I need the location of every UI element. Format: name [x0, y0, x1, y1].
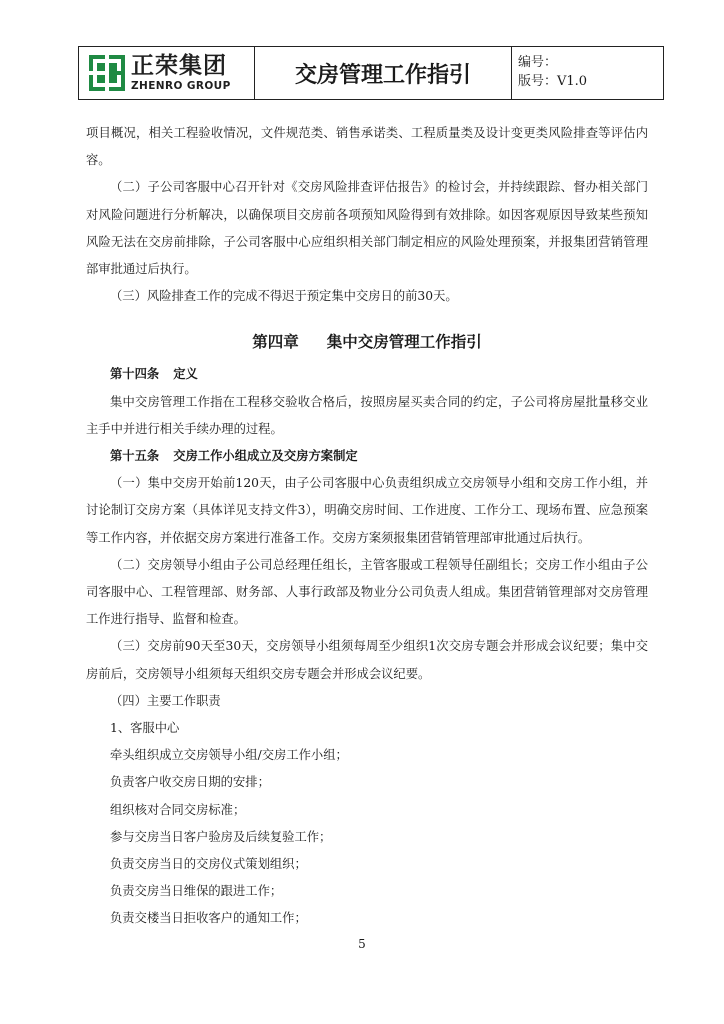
- paragraph: （三）交房前90天至30天，交房领导小组须每周至少组织1次交房专题会并形成会议纪要；集中交房前后，交房领导小组须每天组织交房专题会并形成会议纪要。: [86, 639, 648, 681]
- paragraph: （二）交房领导小组由子公司总经理任组长，主管客服或工程领导任副组长；交房工作小组由子公司客服中心、工程管理部、财务部、人事行政部及物业分公司负责人组成。集团营销管理部对交房管理工作进行指导、监督和检查。: [86, 557, 648, 627]
- version-label: 版号：: [518, 74, 558, 89]
- logo-cell: [79, 47, 255, 99]
- zhenro-logo-icon: [89, 55, 125, 91]
- duty-item: 牵头组织成立交房领导小组/交房工作小组；: [110, 748, 348, 763]
- version-value: V1.0: [557, 74, 588, 89]
- document-header: [78, 46, 664, 100]
- paragraph: （三）风险排查工作的完成不得迟于预定集中交房日的前30天。: [110, 289, 458, 304]
- document-title: 交房管理工作指引: [255, 47, 512, 99]
- duty-item: 负责交房当日维保的跟进工作；: [110, 884, 283, 899]
- number-row: [518, 53, 663, 72]
- article-number: 第十四条: [110, 367, 160, 382]
- article-heading: [86, 443, 648, 470]
- page-number: 5: [358, 937, 366, 951]
- article-heading: [86, 361, 648, 388]
- document-body: [86, 120, 648, 933]
- paragraph: （一）集中交房开始前120天，由子公司客服中心负责组织成立交房领导小组和交房工作小组，并讨论制订交房方案（具体详见支持文件3），明确交房时间、工作进度、工作分工、现场布置、应急预案等工作内容，并依据交房方案进行准备工作。交房方案须报集团营销管理部审批通过后执行。: [86, 476, 648, 545]
- paragraph: （二）子公司客服中心召开针对《交房风险排查评估报告》的检讨会，并持续跟踪、督办相关部门对风险问题进行分析解决，以确保项目交房前各项预知风险得到有效排除。如因客观原因导致某些预知风险无法在交房前排除，子公司客服中心应组织相关部门制定相应的风险处理预案，并报集团营销管理部审批通过后执行。: [86, 180, 648, 277]
- chapter-title: 集中交房管理工作指引: [326, 333, 482, 352]
- logo-text: [131, 52, 231, 92]
- duty-item: 负责客户收交房日期的安排；: [110, 775, 270, 790]
- paragraph: 集中交房管理工作指在工程移交验收合格后，按照房屋买卖合同的约定，子公司将房屋批量移交业主手中并进行相关手续办理的过程。: [86, 394, 648, 436]
- duty-item: 参与交房当日客户验房及后续复验工作；: [110, 829, 332, 844]
- chapter-number: 第四章: [252, 333, 299, 352]
- article-title: 定义: [173, 367, 198, 382]
- version-row: [518, 72, 663, 91]
- paragraph: 项目概况，相关工程验收情况，文件规范类、销售承诺类、工程质量类及设计变更类风险排查等评估内容。: [86, 126, 648, 168]
- duty-item: 负责交楼当日拒收客户的通知工作；: [110, 911, 307, 926]
- logo-chinese-name: 正荣集团: [131, 52, 227, 79]
- article-title: 交房工作小组成立及交房方案制定: [173, 449, 358, 464]
- duty-item: 负责交房当日的交房仪式策划组织；: [110, 857, 307, 872]
- document-meta: [512, 47, 663, 99]
- chapter-heading: [86, 329, 648, 355]
- paragraph: （四）主要工作职责: [110, 693, 221, 708]
- article-number: 第十五条: [110, 449, 160, 464]
- number-label: 编号：: [518, 55, 558, 70]
- paragraph: 1、客服中心: [110, 721, 180, 736]
- duty-item: 组织核对合同交房标准；: [110, 802, 246, 817]
- logo-english-name: ZHENRO GROUP: [131, 79, 231, 92]
